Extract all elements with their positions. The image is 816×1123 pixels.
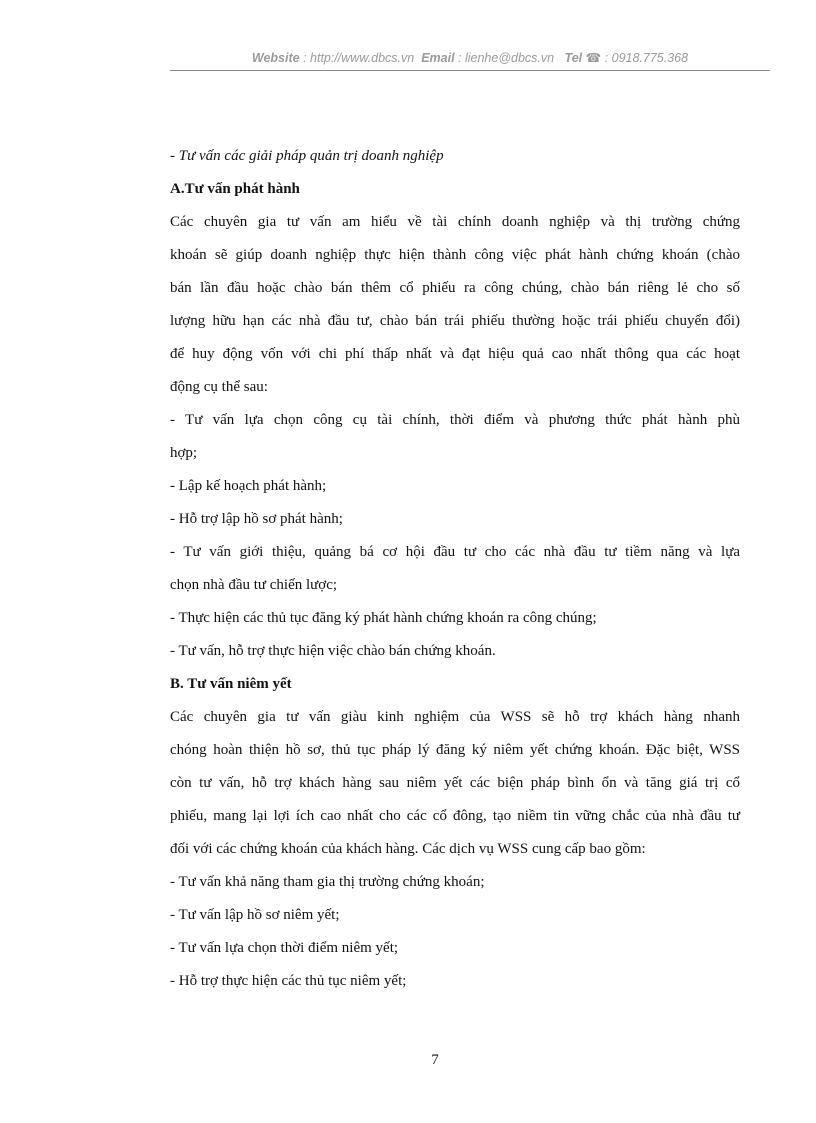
list-item: - Tư vấn lựa chọn công cụ tài chính, thời điểm và phương thức phát hành phù <box>170 412 740 428</box>
telephone-icon: ☎ <box>585 51 602 65</box>
list-item: - Tư vấn, hỗ trợ thực hiện việc chào bán chứng khoán. <box>170 643 496 659</box>
page-header <box>170 50 770 65</box>
paragraph-a-line: lượng hữu hạn các nhà đầu tư, chào bán trái phiếu thường hoặc trái phiếu chuyển đổi) <box>170 313 740 329</box>
paragraph-a-line: bán lần đầu hoặc chào bán thêm cổ phiếu ra công chúng, chào bán riêng lẻ cho số <box>170 280 740 296</box>
section-heading-a: A.Tư vấn phát hành <box>170 181 300 197</box>
website-url: http://www.dbcs.vn <box>310 51 415 65</box>
paragraph-b-line: Các chuyên gia tư vấn giàu kinh nghiệm của WSS sẽ hỗ trợ khách hàng nhanh <box>170 709 740 725</box>
paragraph-b-line: đối với các chứng khoán của khách hàng. Các dịch vụ WSS cung cấp bao gồm: <box>170 841 646 857</box>
tel-value: : 0918.775.368 <box>601 51 689 65</box>
paragraph-b-line: chóng hoàn thiện hồ sơ, thủ tục pháp lý đăng ký niêm yết chứng khoán. Đặc biệt, WSS <box>170 742 740 758</box>
email-label: Email <box>421 51 455 65</box>
paragraph-a-line: để huy động vốn với chi phí thấp nhất và đạt hiệu quả cao nhất thông qua các hoạt <box>170 346 740 362</box>
paragraph-a-line: động cụ thể sau: <box>170 379 268 395</box>
header-divider <box>170 70 770 71</box>
list-item: - Tư vấn lập hồ sơ niêm yết; <box>170 907 340 923</box>
section-heading-b: B. Tư vấn niêm yết <box>170 676 292 692</box>
list-item-continuation: hợp; <box>170 445 198 461</box>
page-number: 7 <box>431 1052 439 1068</box>
list-item-continuation: chọn nhà đầu tư chiến lược; <box>170 577 338 593</box>
list-item: - Tư vấn giới thiệu, quảng bá cơ hội đầu tư cho các nhà đầu tư tiềm năng và lựa <box>170 544 740 560</box>
intro-bullet: - Tư vấn các giải pháp quản trị doanh nghiệp <box>170 148 444 164</box>
paragraph-a-line: khoán sẽ giúp doanh nghiệp thực hiện thành công việc phát hành chứng khoán (chào <box>170 247 740 263</box>
website-label: Website <box>251 51 300 65</box>
list-item: - Hỗ trợ lập hồ sơ phát hành; <box>170 511 343 527</box>
tel-label: Tel <box>564 51 583 65</box>
document-body <box>170 140 740 998</box>
list-item: - Lập kế hoạch phát hành; <box>170 478 327 494</box>
email-separator: : <box>454 51 465 65</box>
website-separator: : <box>299 51 311 65</box>
paragraph-b-line: còn tư vấn, hỗ trợ khách hàng sau niêm yết các biện pháp bình ổn và tăng giá trị cổ <box>170 775 740 791</box>
paragraph-a-line: Các chuyên gia tư vấn am hiểu về tài chính doanh nghiệp và thị trường chứng <box>170 214 740 230</box>
list-item: - Tư vấn lựa chọn thời điểm niêm yết; <box>170 940 399 956</box>
paragraph-b-line: phiếu, mang lại lợi ích cao nhất cho các cổ đông, tạo niềm tin vững chắc của nhà đầu tư <box>170 808 740 824</box>
email-value: lienhe@dbcs.vn <box>464 51 555 65</box>
list-item: - Hỗ trợ thực hiện các thủ tục niêm yết; <box>170 973 407 989</box>
list-item: - Thực hiện các thủ tục đăng ký phát hành chứng khoán ra công chúng; <box>170 610 597 626</box>
list-item: - Tư vấn khả năng tham gia thị trường chứng khoán; <box>170 874 485 890</box>
